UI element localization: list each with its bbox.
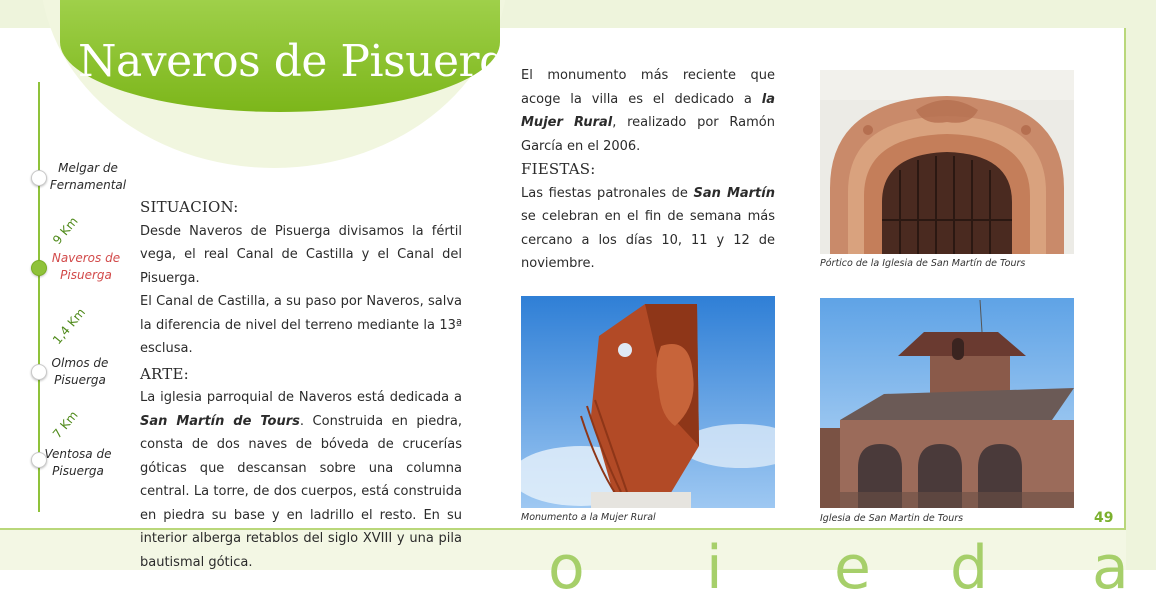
- decorative-letter: a: [1092, 533, 1129, 603]
- distance-label: 7 Km: [50, 408, 81, 441]
- page-title: Naveros de Pisuerga: [78, 36, 533, 87]
- route-stop-label: [40, 355, 120, 389]
- arte-heading: ARTE:: [140, 364, 189, 383]
- decorative-letter: o: [548, 533, 585, 603]
- fiestas-text-end: se celebran en el fin de semana más cercano a los días 10, 11 y 12 de noviembre.: [521, 209, 775, 271]
- arte-text-start: La iglesia parroquial de Naveros está dedicada a: [140, 390, 462, 405]
- iglesia-photo: [820, 298, 1074, 508]
- arte-emphasis: San Martín de Tours: [140, 413, 300, 429]
- fiestas-paragraph: [521, 182, 775, 276]
- fiestas-heading: FIESTAS:: [521, 160, 596, 178]
- decorative-letter: d: [950, 533, 989, 603]
- route-stop-naveros-text: Naveros de Pisuerga: [51, 251, 121, 282]
- monumento-illustration: [521, 296, 775, 508]
- route-stop-melgar: [31, 170, 47, 186]
- decorative-letter: i: [706, 533, 723, 603]
- monumento-text-end: , realizado por Ramón García en el 2006.: [521, 115, 775, 154]
- distance-label: 9 Km: [50, 214, 81, 247]
- route-stop-label: [48, 160, 128, 194]
- decorative-letter: e: [834, 533, 871, 603]
- monumento-emphasis: la Mujer Rural: [521, 91, 775, 130]
- portico-illustration: [820, 70, 1074, 254]
- route-stop-olmos-text: Olmos de Pisuerga: [51, 356, 109, 387]
- arte-text-end: . Construida en piedra, consta de dos naves de bóveda de crucerías góticas que descansan sobre una columna central. La torre, de dos cuerpos, está construida en piedra su base y en ladrillo el resto. En su interior alberga retablos del siglo XVIII y una pila bautismal gótica.: [140, 413, 462, 570]
- left-text-column: [140, 196, 462, 574]
- right-border-strip: [1126, 0, 1156, 570]
- iglesia-caption: Iglesia de San Martin de Tours: [820, 513, 964, 524]
- route-stop-naveros: [31, 260, 47, 276]
- fiestas-emphasis: San Martín: [693, 185, 775, 201]
- fiestas-text-start: Las fiestas patronales de: [521, 185, 694, 201]
- portico-caption: Pórtico de la Iglesia de San Martín de Tours: [820, 258, 1026, 269]
- middle-text-column: [521, 64, 775, 276]
- monumento-caption: Monumento a la Mujer Rural: [521, 512, 656, 523]
- route-stop-melgar-line1: Melgar de Fernamental: [49, 161, 127, 192]
- route-stop-ventosa-text: Ventosa de Pisuerga: [44, 447, 112, 478]
- monumento-paragraph: [521, 64, 775, 158]
- situacion-heading: SITUACION:: [140, 198, 239, 216]
- route-stop-label: [38, 446, 118, 480]
- arte-paragraph: [140, 386, 462, 574]
- portico-photo: [820, 70, 1074, 254]
- situacion-paragraph-2: El Canal de Castilla, a su paso por Naveros, salva la diferencia de nivel del terreno mediante la 13ª esclusa.: [140, 294, 462, 356]
- route-stop-label: [46, 250, 126, 284]
- situacion-paragraph-1: Desde Naveros de Pisuerga divisamos la fértil vega, el real Canal de Castilla y el Canal del Pisuerga.: [140, 223, 462, 286]
- page-number: 49: [1094, 510, 1114, 526]
- monumento-text-start: El monumento más reciente que acoge la villa es el dedicado a: [521, 68, 775, 107]
- distance-label: 1,4 Km: [50, 305, 89, 347]
- iglesia-illustration: [820, 298, 1074, 508]
- monumento-photo: [521, 296, 775, 508]
